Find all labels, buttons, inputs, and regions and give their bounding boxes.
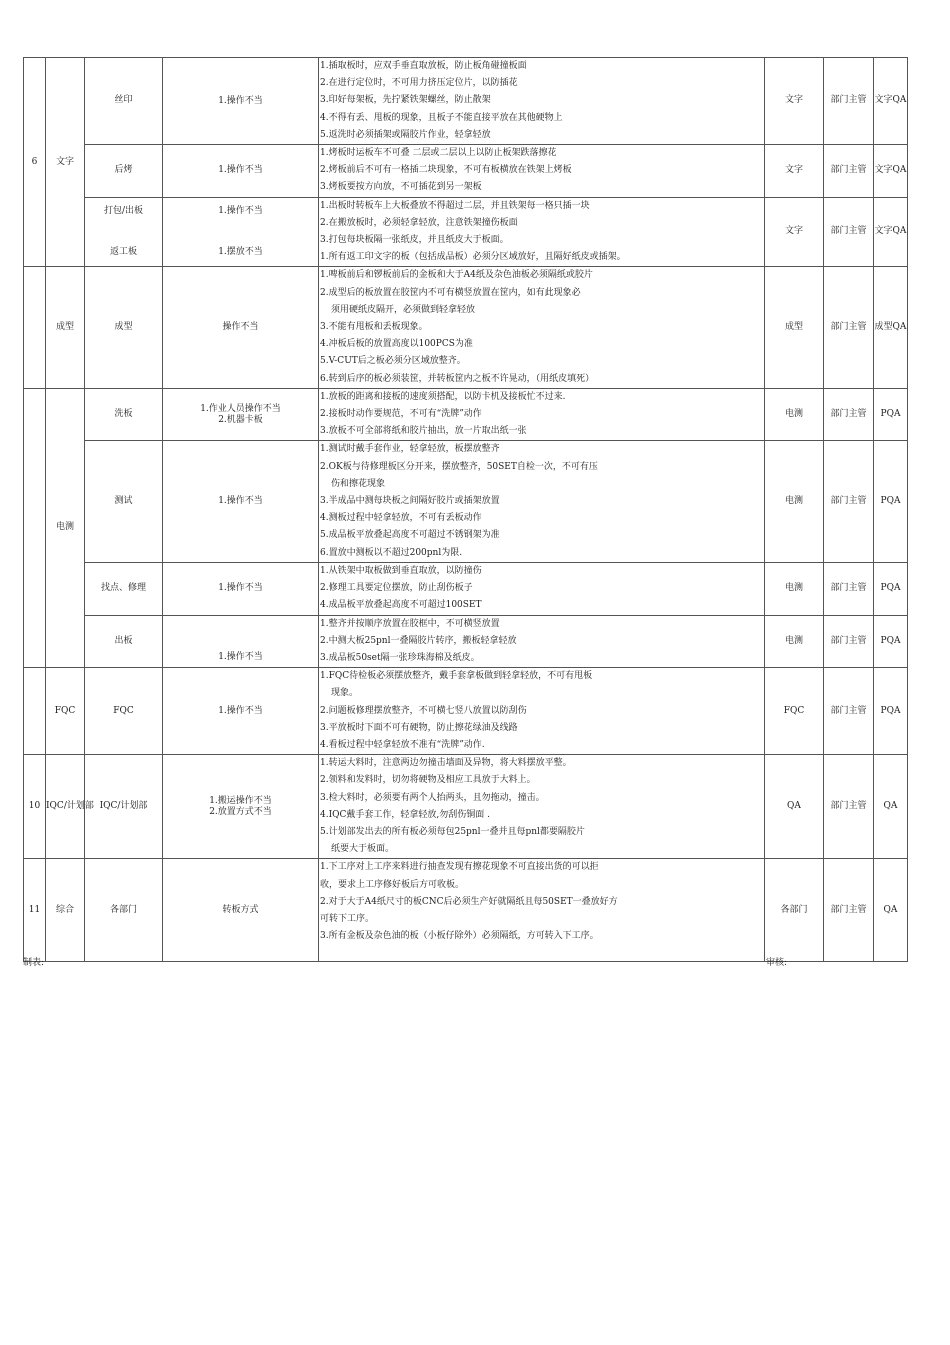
audit-cell: PQA xyxy=(874,441,908,562)
owner-cell: 部门主管 xyxy=(824,197,874,267)
section-number xyxy=(24,388,46,667)
owner-cell: 部门主管 xyxy=(824,145,874,198)
owner-cell: 部门主管 xyxy=(824,755,874,859)
cause-cell: 1.搬运操作不当 2.放置方式不当 xyxy=(163,755,319,859)
process-name: 找点、修理 xyxy=(85,562,163,615)
responsible-area: FQC xyxy=(765,668,824,755)
cause-cell: 1.操作不当 xyxy=(163,562,319,615)
cause-cell: 1.操作不当 xyxy=(163,668,319,755)
responsible-area: 文字 xyxy=(765,58,824,145)
cause-cell: 转板方式 xyxy=(163,859,319,962)
process-name: 后烤 xyxy=(85,145,163,198)
process-name: 各部门 xyxy=(85,859,163,962)
audit-cell: PQA xyxy=(874,562,908,615)
section-number: 10 xyxy=(24,755,46,859)
audit-cell: QA xyxy=(874,755,908,859)
audit-cell: 文字QA xyxy=(874,145,908,198)
table-row xyxy=(24,859,908,962)
section-dept: 综合 xyxy=(46,859,85,962)
audit-cell: PQA xyxy=(874,668,908,755)
responsible-area: 文字 xyxy=(765,145,824,198)
process-name: 洗板 xyxy=(85,388,163,441)
table-row xyxy=(24,562,908,615)
cause-cell: 1.操作不当 xyxy=(163,145,319,198)
table-row xyxy=(24,145,908,198)
table-row xyxy=(24,58,908,145)
control-description: 1.测试时戴手套作业，轻拿轻放，板摆放整齐 2.OK板与待修理板区分开来，摆放整齐，50SET自检一次，不可有压 伤和擦花现象 3.半成品中测每块板之间隔好胶片或插架放置 4.测板过程中轻拿轻放，不可有丢板动作 5.成品板平放叠起高度不可超过不锈钢架为准 6.置放中测板以不超过200pnl为限. xyxy=(319,441,765,562)
process-name: 打包/出板 返工板 xyxy=(85,197,163,267)
control-description: 1.烤板时运板车不可叠 二层或二层以上以防止板架跌落擦花 2.烤板前后不可有一格插二块现象，不可有板横放在铁架上烤板 3.烤板要按方向放，不可插花到另一架板 xyxy=(319,145,765,198)
responsible-area: 文字 xyxy=(765,197,824,267)
section-number xyxy=(24,267,46,388)
audit-cell: PQA xyxy=(874,388,908,441)
responsible-area: 电测 xyxy=(765,388,824,441)
cause-cell: 1.操作不当 xyxy=(163,615,319,668)
control-description: 1.FQC待检板必须摆放整齐，戴手套拿板做到轻拿轻放，不可有甩板 现象。 2.问题板修理摆放整齐，不可横七竖八放置以防刮伤 3.平放板时下面不可有硬物，防止擦花绿油及线路 4.看板过程中轻拿轻放不准有“洗牌”动作. xyxy=(319,668,765,755)
process-name: FQC xyxy=(85,668,163,755)
section-number: 11 xyxy=(24,859,46,962)
audit-cell: QA xyxy=(874,859,908,962)
process-name: 出板 xyxy=(85,615,163,668)
owner-cell: 部门主管 xyxy=(824,58,874,145)
control-description: 1.从铁架中取板做到垂直取放，以防撞伤 2.修理工具要定位摆放，防止刮伤板子 4.成品板平放叠起高度不可超过100SET xyxy=(319,562,765,615)
table-row xyxy=(24,615,908,668)
process-name: 测试 xyxy=(85,441,163,562)
owner-cell: 部门主管 xyxy=(824,441,874,562)
audit-cell: 文字QA xyxy=(874,58,908,145)
table-row xyxy=(24,441,908,562)
control-description: 1.转运大料时，注意两边勿撞击墙面及异物，将大料摆放平整。 2.领料和发料时，切勿将硬物及相应工具放于大料上。 3.检大料时，必须要有两个人抬两头，且勿拖动，撞击。 4.IQC戴手套工作，轻拿轻放,勿刮伤铜面 . 5.计划部发出去的所有板必须每包25pnl一叠并且每pnl都要隔胶片 纸要大于板面。 xyxy=(319,755,765,859)
section-dept: FQC xyxy=(46,668,85,755)
process-name: 成型 xyxy=(85,267,163,388)
owner-cell: 部门主管 xyxy=(824,615,874,668)
section-dept: 电测 xyxy=(46,388,85,667)
section-dept: 文字 xyxy=(46,58,85,267)
table-row xyxy=(24,388,908,441)
process-name: IQC/计划部 xyxy=(85,755,163,859)
responsible-area: 各部门 xyxy=(765,859,824,962)
audit-cell: 文字QA xyxy=(874,197,908,267)
table-row xyxy=(24,197,908,267)
section-number xyxy=(24,668,46,755)
control-description: 1.插取板时，应双手垂直取放板，防止板角碰撞板面 2.在进行定位时，不可用力挤压定位片，以防插花 3.印好每架板，先拧紧铁架螺丝，防止散架 4.不得有丢、甩板的现象，且板子不能直接平放在其他硬物上 5.返洗时必须插架或隔胶片作业，轻拿轻放 xyxy=(319,58,765,145)
control-description: 1.放板的距离和接板的速度须搭配，以防卡机及接板忙不过来. 2.接板时动作要规范，不可有“洗牌”动作 3.放板不可全部将纸和胶片抽出，放一片取出纸一张 xyxy=(319,388,765,441)
cause-cell: 1.操作不当 xyxy=(163,58,319,145)
owner-cell: 部门主管 xyxy=(824,562,874,615)
responsible-area: 电测 xyxy=(765,562,824,615)
responsible-area: QA xyxy=(765,755,824,859)
cause-cell: 1.操作不当 xyxy=(163,441,319,562)
table-row xyxy=(24,267,908,388)
control-description: 1.整齐并按顺序放置在胶框中，不可横竖放置 2.中测大板25pnl一叠隔胶片转序，搬板轻拿轻放 3.成品板50set隔一张珍珠海棉及纸皮。 xyxy=(319,615,765,668)
process-name: 丝印 xyxy=(85,58,163,145)
cause-cell: 操作不当 xyxy=(163,267,319,388)
owner-cell: 部门主管 xyxy=(824,668,874,755)
reviewed-by-label: 审核: xyxy=(766,958,788,968)
responsible-area: 成型 xyxy=(765,267,824,388)
responsible-area: 电测 xyxy=(765,615,824,668)
cause-cell: 1.作业人员操作不当 2.机器卡板 xyxy=(163,388,319,441)
section-number: 6 xyxy=(24,58,46,267)
control-description: 1.出板时转板车上大板叠放不得超过二层，并且铁架每一格只插一块 2.在搬放板时，必须轻拿轻放，注意铁架撞伤板面 3.打包每块板隔一张纸皮，并且纸皮大于板面。 1.所有返工印文字的板（包括成品板）必须分区域放好，且隔好纸皮或插架。 xyxy=(319,197,765,267)
cause-cell: 1.操作不当 1.摆放不当 xyxy=(163,197,319,267)
owner-cell: 部门主管 xyxy=(824,859,874,962)
owner-cell: 部门主管 xyxy=(824,388,874,441)
section-dept: 成型 xyxy=(46,267,85,388)
responsible-area: 电测 xyxy=(765,441,824,562)
control-description: 1.下工序对上工序来料进行抽查发现有擦花现象不可直接出货的可以拒 收，要求上工序修好板后方可收板。 2.对于大于A4纸尺寸的板CNC后必须生产好就隔纸且每50SET一叠放好方 可转下工序。 3.所有金板及杂色油的板（小板仔除外）必须隔纸，方可转入下工序。 xyxy=(319,859,765,962)
table-row xyxy=(24,668,908,755)
table-row xyxy=(24,755,908,859)
owner-cell: 部门主管 xyxy=(824,267,874,388)
prepared-by-label: 制表: xyxy=(23,958,45,968)
audit-cell: PQA xyxy=(874,615,908,668)
control-description: 1.啤板前后和锣板前后的金板和大于A4纸及杂色油板必须隔纸或胶片 2.成型后的板放置在胶筐内不可有横竖放置在筐内，如有此现象必 须用硬纸皮隔开，必须做到轻拿轻放 3.不能有甩板和丢板现象。 4.冲板后板的放置高度以100PCS为准 5.V-CUT后之板必须分区域放整齐。 6.转到后序的板必须装筐，并转板筐内之板不许晃动，（用纸皮填死） xyxy=(319,267,765,388)
audit-cell: 成型QA xyxy=(874,267,908,388)
section-dept: IQC/计划部 xyxy=(46,755,85,859)
process-control-table xyxy=(23,57,908,962)
